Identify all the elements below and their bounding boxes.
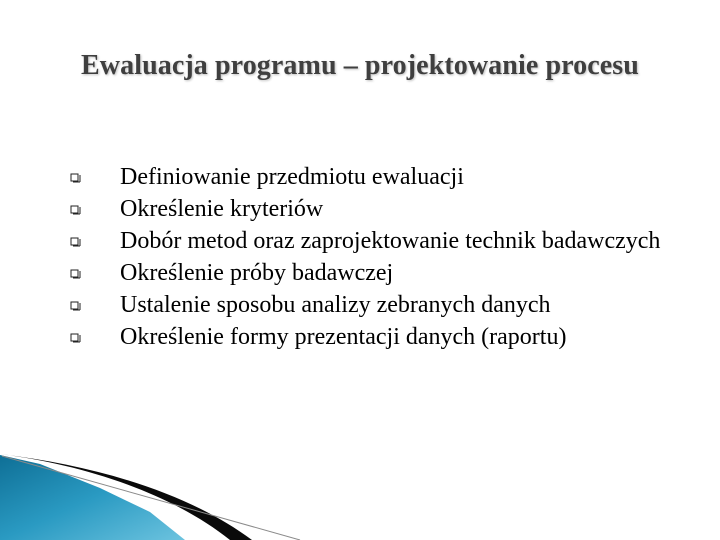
bullet-text: Określenie formy prezentacji danych (raportu) (120, 324, 567, 350)
list-item (70, 289, 670, 321)
list-item (70, 225, 670, 257)
open-square-bullet-icon (70, 269, 82, 279)
bullet-text: Dobór metod oraz zaprojektowanie technik badawczych (120, 228, 661, 254)
bullet-text: Określenie próby badawczej (120, 260, 394, 286)
bullet-text: Ustalenie sposobu analizy zebranych danych (120, 292, 551, 318)
open-square-bullet-icon (70, 237, 82, 247)
bullet-text: Określenie kryteriów (120, 196, 324, 222)
teal-wedge (0, 455, 185, 540)
list-item (70, 321, 670, 353)
list-item (70, 193, 670, 225)
bullet-list (70, 161, 670, 353)
decorative-swoosh (0, 450, 720, 540)
open-square-bullet-icon (70, 301, 82, 311)
open-square-bullet-icon (70, 173, 82, 183)
open-square-bullet-icon (70, 333, 82, 343)
slide-title: Ewaluacja programu – projektowanie procesu (81, 50, 639, 81)
bullet-text: Definiowanie przedmiotu ewaluacji (120, 164, 464, 190)
list-item (70, 161, 670, 193)
list-item (70, 257, 670, 289)
open-square-bullet-icon (70, 205, 82, 215)
